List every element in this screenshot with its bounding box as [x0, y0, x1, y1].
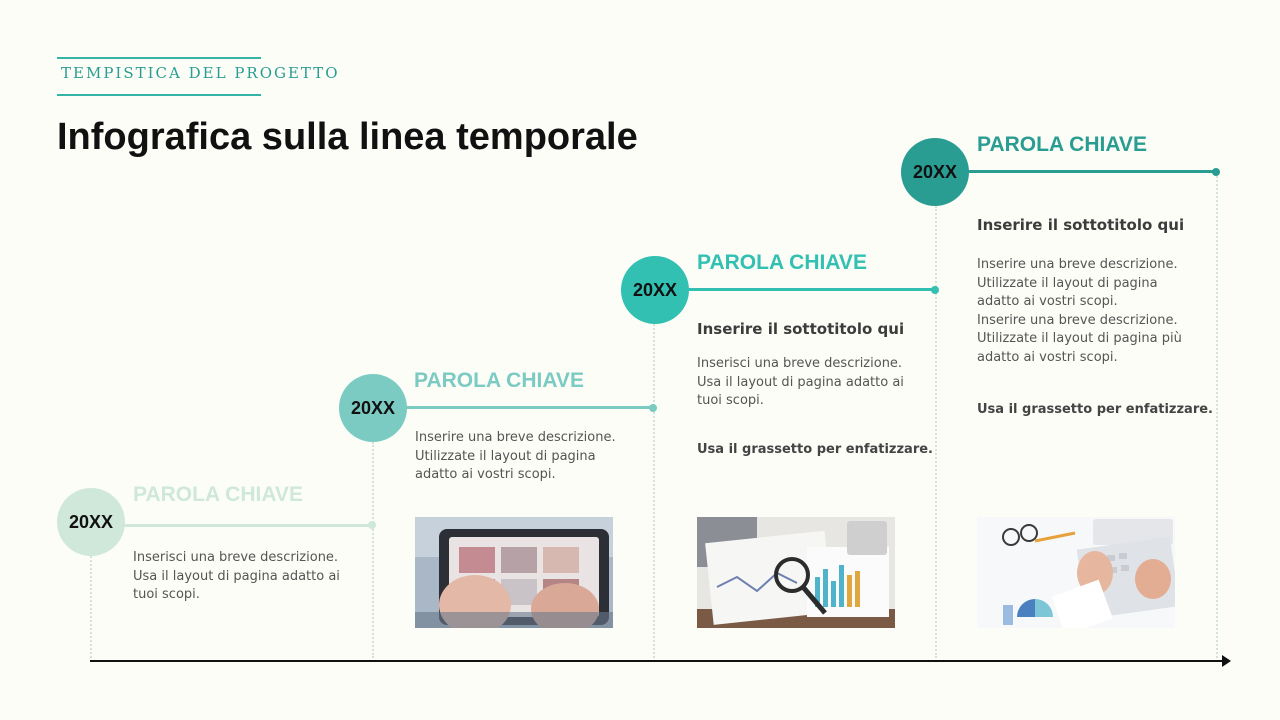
- step-1-connector: [124, 524, 372, 527]
- section-kicker: TEMPISTICA DEL PROGETTO: [61, 64, 340, 82]
- step-2-keyword: PAROLA CHIAVE: [414, 369, 584, 392]
- laptop-desk-photo-icon: [977, 517, 1175, 628]
- step-2-end-dot: [649, 404, 657, 412]
- kicker-rule-bottom: [57, 94, 261, 96]
- guide-line-2: [372, 442, 374, 658]
- step-1-year-badge: 20XX: [57, 488, 125, 556]
- tablet-photo-icon: [415, 517, 613, 628]
- step-4-bold-note: Usa il grassetto per enfatizzare.: [977, 402, 1213, 417]
- step-3-keyword: PAROLA CHIAVE: [697, 251, 867, 274]
- step-3-connector: [685, 288, 935, 291]
- guide-line-5: [1216, 176, 1218, 658]
- step-3-year-badge: 20XX: [621, 256, 689, 324]
- step-4-year-badge: 20XX: [901, 138, 969, 206]
- charts-magnifier-photo-icon: [697, 517, 895, 628]
- step-3-bold-note: Usa il grassetto per enfatizzare.: [697, 442, 933, 457]
- step-2-year-badge: 20XX: [339, 374, 407, 442]
- step-3-description: Inserisci una breve descrizione. Usa il layout di pagina adatto ai tuoi scopi.: [697, 356, 904, 408]
- guide-line-3: [653, 324, 655, 658]
- step-1-end-dot: [368, 521, 376, 529]
- guide-line-4: [935, 206, 937, 658]
- step-4-end-dot: [1212, 168, 1220, 176]
- step-2-description: Inserire una breve descrizione. Utilizzate il layout di pagina adatto ai vostri scopi.: [415, 430, 616, 482]
- step-3-subtitle: Inserire il sottotitolo qui: [697, 320, 905, 338]
- step-1-keyword: PAROLA CHIAVE: [133, 483, 303, 506]
- timeline-axis: [90, 660, 1226, 662]
- step-2-connector: [404, 406, 653, 409]
- step-4-connector: [966, 170, 1216, 173]
- axis-arrow-icon: [1222, 655, 1231, 667]
- step-4-keyword: PAROLA CHIAVE: [977, 133, 1147, 156]
- step-1-description: Inserisci una breve descrizione. Usa il layout di pagina adatto ai tuoi scopi.: [133, 550, 340, 602]
- step-3-end-dot: [931, 286, 939, 294]
- guide-line-1: [90, 556, 92, 658]
- page-title: Infografica sulla linea temporale: [57, 116, 638, 158]
- kicker-rule-top: [57, 57, 261, 59]
- step-4-subtitle: Inserire il sottotitolo qui: [977, 216, 1185, 234]
- step-4-description: Inserire una breve descrizione. Utilizzate il layout di pagina adatto ai vostri scopi. Inserire una breve descrizione. Utilizzate il layout di pagina più adatto ai vostri scopi.: [977, 257, 1182, 365]
